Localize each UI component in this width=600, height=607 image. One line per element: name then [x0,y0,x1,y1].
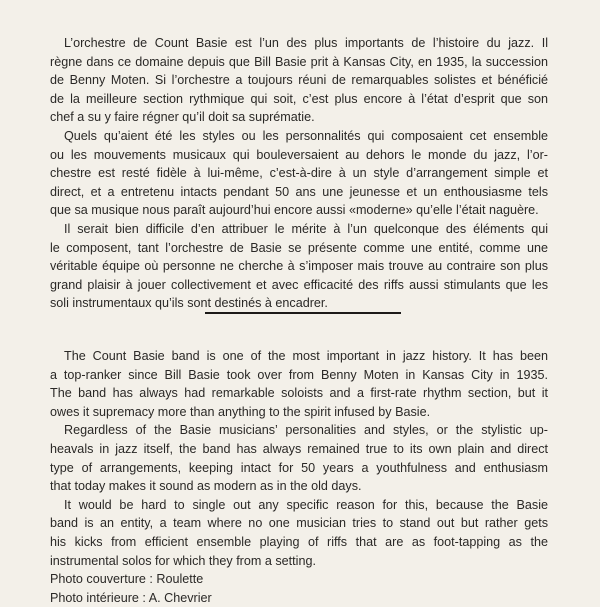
text-line: Quels qu’aient été les styles ou les personnalités qui composaient cet ensemble [64,128,548,143]
text-line: de Benny Moten. Si l’orchestre a toujours réuni de remarquables solistes et bénéficié [50,73,548,88]
text-line: soli instrumentaux qu’ils sont destinés à encadrer. [50,296,328,311]
text-line: grand plaisir à jouer collectivement et avec efficacité des riffs aussi stimulants que les [50,277,548,292]
text-line: direct, et a entretenu intacts pendant 50 ans une jeunesse et un enthousiasme tels [50,184,548,199]
text-line: The band has always had remarkable soloists and a first-rate rhythm section, but it [50,386,548,401]
text-line: véritable équipe où personne ne cherche à s’imposer mais trouve au contraire son plus [50,259,548,274]
text-line: que sa musique nous paraît aujourd’hui encore aussi «moderne» qu’elle l’était naguère. [50,203,539,218]
text-line: The Count Basie band is one of the most important in jazz history. It has been [64,349,548,363]
text-line: Il serait bien difficile d’en attribuer le mérite à l’un quelconque des éléments qui [64,221,548,236]
text-line: type of arrangements, keeping intact for 50 years a youthfulness and enthusiasm [50,460,548,475]
text-line: règne dans ce domaine depuis que Bill Basie prit à Kansas City, en 1935, la succession [50,54,548,69]
text-line: instrumental solos for which they from a setting. [50,553,316,568]
text-line: le composent, tant l’orchestre de Basie se présente comme une entité, comme une [50,240,548,255]
text-line: owes it supremacy more than anything to the spirit infused by Basie. [50,404,431,419]
text-line: a top-ranker since Bill Basie took over from Benny Moten in Kansas City in 1935. [50,367,548,382]
text-line: Regardless of the Basie musicians’ personalities and styles, or the stylistic up- [64,423,548,438]
text-line: It would be hard to single out any specific reason for this, because the Basie [64,497,548,512]
text-line: L’orchestre de Count Basie est l’un des plus importants de l’histoire du jazz. Il [64,36,548,50]
text-line: his kicks from efficient ensemble playing of riffs that are as foot-tapping as the [50,534,548,549]
divider-rule [205,312,401,314]
text-line: that today makes it sound as modern as in the old days. [50,479,362,494]
text-line: chestre est resté fidèle à lui-même, c’est-à-dire à un style d’arrangement simple et [50,166,548,181]
text-line: band is an entity, a team where no one musician tries to stand out but rather gets [50,516,548,531]
text-line: ou les mouvements musicaux qui bouleversaient au dehors le monde du jazz, l’or- [50,147,548,162]
text-line: heavals in jazz itself, the band has always remained true to its own plain and direct [50,441,548,456]
text-line: de la meilleure section rythmique qui soit, c’est plus encore à l’état d’esprit que son [50,91,548,106]
french-text [50,34,548,313]
photo-credit: Photo intérieure : A. Chevrier [50,590,212,605]
photo-credit: Photo couverture : Roulette [50,572,204,587]
english-text [50,347,548,607]
text-line: chef a su y faire régner qu’il doit sa suprématie. [50,110,315,125]
